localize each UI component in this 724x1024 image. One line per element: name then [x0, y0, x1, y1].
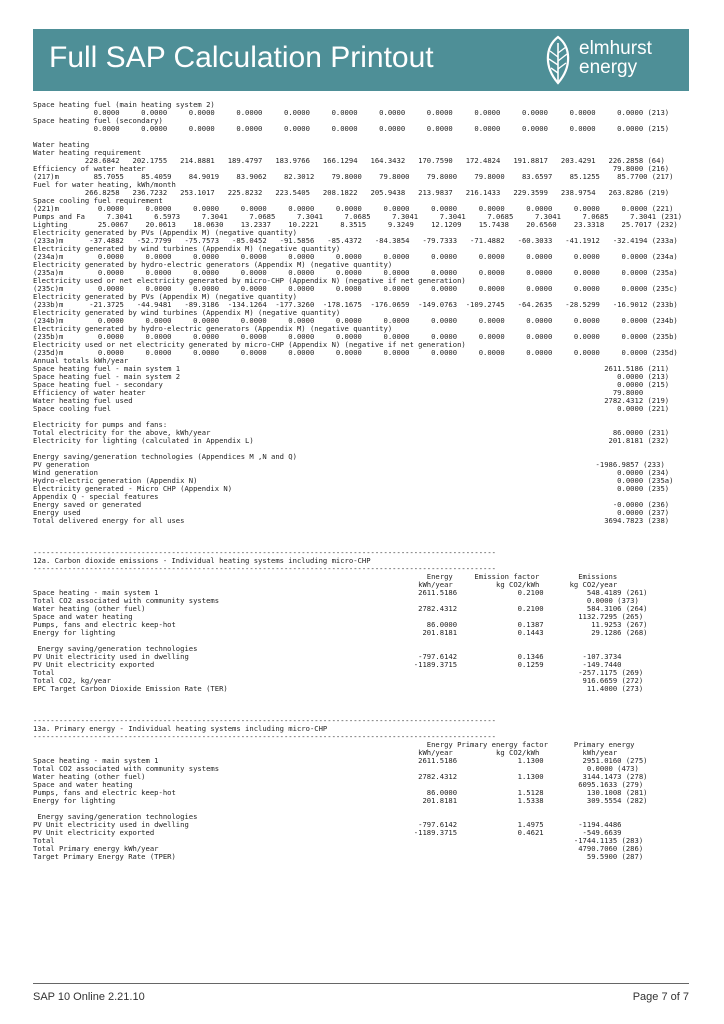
printout-line-text: Energy saving/generation technologies [33, 812, 198, 821]
printout-line-text: Fuel for water heating, kWh/month [33, 180, 176, 189]
footer-page-number: Page 7 of 7 [632, 991, 689, 1003]
printout-line-text: Appendix Q - special features [33, 492, 159, 501]
printout-line-text: (233b)m -21.3725 -44.9481 -89.3186 -134.1264 -177.3260 -178.1675 -176.0659 -149.0763 -109.2745 -64.2635 -28.5299 -16.9012 (233b) [33, 300, 678, 309]
leaf-logo-icon [541, 35, 575, 85]
printout-line-text: Energy for lighting 201.8181 0.1443 29.1286 (268) [33, 628, 648, 637]
printout-line-text: (235a)m 0.0000 0.0000 0.0000 0.0000 0.0000 0.0000 0.0000 0.0000 0.0000 0.0000 0.0000 0.0000 (235a) [33, 268, 678, 277]
printout-line-text: ----------------------------------------------------------------------------------------------------------- [33, 732, 497, 741]
printout-line-text: EPC Target Carbon Dioxide Emission Rate (TER) 11.4000 (273) [33, 684, 644, 693]
printout-line-text: ----------------------------------------------------------------------------------------------------------- [33, 548, 497, 557]
printout-line-text: Water heating (other fuel) 2782.4312 0.2100 584.3106 (264) [33, 604, 648, 613]
printout-line-text: Pumps, fans and electric keep-hot 86.0000 0.1387 11.9253 (267) [33, 620, 648, 629]
printout-line-text: (221)m 0.0000 0.0000 0.0000 0.0000 0.0000 0.0000 0.0000 0.0000 0.0000 0.0000 0.0000 0.0000 (221) [33, 204, 674, 213]
printout-line-text: Water heating requirement [33, 148, 142, 157]
printout-line [33, 533, 689, 541]
printout-line-text: (235c)m 0.0000 0.0000 0.0000 0.0000 0.0000 0.0000 0.0000 0.0000 0.0000 0.0000 0.0000 0.0000 (235c) [33, 284, 678, 293]
printout-line-text: Electricity generated by PVs (Appendix M) (negative quantity) [33, 292, 297, 301]
printout-line-text: Electricity generated by PVs (Appendix M) (negative quantity) [33, 228, 297, 237]
printout-line-text: Water heating [33, 140, 90, 149]
printout-line-text: Efficiency of water heater 79.8000 (216) [33, 164, 670, 173]
printout-line-text: (235b)m 0.0000 0.0000 0.0000 0.0000 0.0000 0.0000 0.0000 0.0000 0.0000 0.0000 0.0000 0.0000 (235b) [33, 332, 678, 341]
printout-line [33, 525, 689, 533]
printout-line-text: 13a. Primary energy - Individual heating systems including micro-CHP [33, 724, 328, 733]
brand-line-2: energy [579, 57, 638, 78]
printout-line-text: Space heating - main system 1 2611.5186 0.2100 548.4189 (261) [33, 588, 648, 597]
printout-line-text: Annual totals kWh/year [33, 356, 129, 365]
printout-line [33, 133, 689, 141]
printout-line-text: kWh/year kg CO2/kWh kg CO2/year [33, 580, 618, 589]
printout-line-text: Electricity generated by wind turbines (Appendix M) (negative quantity) [33, 244, 341, 253]
printout-line-text: Electricity generated by hydro-electric generators (Appendix M) (negative quantity) [33, 260, 393, 269]
printout-line-text: Lighting 25.0067 20.0613 18.0630 13.2337 10.2221 8.3515 9.3249 12.1209 15.7438 20.6560 23.3318 25.7017 (232) [33, 220, 678, 229]
printout-line-text: kWh/year kg CO2/kWh kWh/year [33, 748, 618, 757]
printout-line-text: Pumps and Fa 7.3041 6.5973 7.3041 7.0685 7.3041 7.0685 7.3041 7.3041 7.0685 7.3041 7.0685 7.3041 (231) [33, 212, 683, 221]
printout-line-text: Water heating fuel used 2782.4312 (219) [33, 396, 670, 405]
printout-line-text: Electricity generated - Micro CHP (Appendix N) 0.0000 (235) [33, 484, 670, 493]
printout-line-text: (235d)m 0.0000 0.0000 0.0000 0.0000 0.0000 0.0000 0.0000 0.0000 0.0000 0.0000 0.0000 0.0000 (235d) [33, 348, 678, 357]
printout-line-text: Space heating fuel (main heating system 2) [33, 100, 215, 109]
printout-line-text: Space cooling fuel 0.0000 (221) [33, 404, 670, 413]
printout-line-text: Space and water heating 6095.1633 (279) [33, 780, 644, 789]
printout-line-text: Total delivered energy for all uses 3694.7823 (238) [33, 516, 670, 525]
printout-line-text: Space heating fuel - secondary 0.0000 (215) [33, 380, 670, 389]
printout-line-text: Energy for lighting 201.8181 1.5338 309.5554 (282) [33, 796, 648, 805]
printout-line-text: PV Unit electricity used in dwelling -797.6142 1.4975 -1194.4486 [33, 820, 622, 829]
header-banner [33, 29, 689, 91]
printout-line-text: Total CO2, kg/year 916.6659 (272) [33, 676, 644, 685]
printout-line-text: 266.8258 236.7232 253.1017 225.8232 223.5405 208.1822 205.9438 213.9837 216.1433 229.3599 238.9754 263.8286 (219) [33, 188, 670, 197]
printout-line-text: Hydro-electric generation (Appendix N) 0.0000 (235a) [33, 476, 674, 485]
printout-line-text: Water heating (other fuel) 2782.4312 1.1300 3144.1473 (278) [33, 772, 648, 781]
printout-line-text: Electricity generated by wind turbines (Appendix M) (negative quantity) [33, 308, 341, 317]
printout-line-text: Total CO2 associated with community systems 0.0000 (373) [33, 596, 639, 605]
printout-line-text: Energy saved or generated -0.0000 (236) [33, 500, 670, 509]
printout-line-text: Electricity for lighting (calculated in Appendix L) 201.8181 (232) [33, 436, 670, 445]
printout-line-text: PV Unit electricity exported -1189.3715 0.1259 -149.7440 [33, 660, 622, 669]
footer-divider [33, 983, 689, 984]
printout-line-text: Electricity used or net electricity generated by micro-CHP (Appendix N) (negative if net generation) [33, 276, 466, 285]
printout-line-text: 228.6842 202.1755 214.8881 189.4797 183.9766 166.1294 164.3432 170.7590 172.4824 191.8817 203.4291 226.2858 (64) [33, 156, 665, 165]
printout-line-text: Electricity used or net electricity generated by micro-CHP (Appendix N) (negative if net generation) [33, 340, 466, 349]
printout-line [33, 797, 689, 805]
footer-software-version: SAP 10 Online 2.21.10 [33, 991, 145, 1003]
printout-line-text: Electricity for pumps and fans: [33, 420, 168, 429]
printout-line-text: Electricity generated by hydro-electric generators (Appendix M) (negative quantity) [33, 324, 393, 333]
printout-line-text: Space heating fuel (secondary) [33, 116, 163, 125]
printout-line-text: Total CO2 associated with community systems 0.0000 (473) [33, 764, 639, 773]
printout-line-text: 12a. Carbon dioxide emissions - Individual heating systems including micro-CHP [33, 556, 371, 565]
printout-line [33, 517, 689, 525]
printout-line-text: ----------------------------------------------------------------------------------------------------------- [33, 564, 497, 573]
printout-line-text: Energy saving/generation technologies (Appendices M ,N and Q) [33, 452, 297, 461]
printout-line-text: PV Unit electricity exported -1189.3715 0.4621 -549.6639 [33, 828, 622, 837]
printout-line-text: ----------------------------------------------------------------------------------------------------------- [33, 716, 497, 725]
printout-line-text: Energy Primary energy factor Primary energy [33, 740, 635, 749]
printout-line [33, 693, 689, 701]
printout-line-text: Space heating fuel - main system 1 2611.5186 (211) [33, 364, 670, 373]
printout-line-text: (234a)m 0.0000 0.0000 0.0000 0.0000 0.0000 0.0000 0.0000 0.0000 0.0000 0.0000 0.0000 0.0000 (234a) [33, 252, 678, 261]
printout-line-text: 0.0000 0.0000 0.0000 0.0000 0.0000 0.0000 0.0000 0.0000 0.0000 0.0000 0.0000 0.0000 (215) [33, 124, 670, 133]
brand-name [579, 39, 652, 77]
printout-line-text: Energy Emission factor Emissions [33, 572, 618, 581]
printout-line-text: Space heating - main system 1 2611.5186 1.1300 2951.0160 (275) [33, 756, 648, 765]
calculation-printout [33, 101, 689, 861]
printout-line [33, 701, 689, 709]
printout-line-text: Wind generation 0.0000 (234) [33, 468, 670, 477]
printout-line-text: (217)m 85.7055 85.4059 84.9019 83.9062 82.3012 79.8000 79.8000 79.8000 79.8000 83.6597 85.1255 85.7700 (217) [33, 172, 674, 181]
printout-line-text: Space cooling fuel requirement [33, 196, 163, 205]
printout-line-text: Space heating fuel - main system 2 0.0000 (213) [33, 372, 670, 381]
printout-line-text: (234b)m 0.0000 0.0000 0.0000 0.0000 0.0000 0.0000 0.0000 0.0000 0.0000 0.0000 0.0000 0.0000 (234b) [33, 316, 678, 325]
page-title: Full SAP Calculation Printout [49, 41, 434, 74]
brand-line-1: elmhurst [579, 38, 652, 59]
printout-line-text: PV generation -1986.9857 (233) [33, 460, 665, 469]
brand-logo [541, 35, 686, 85]
printout-line-text: (233a)m -37.4882 -52.7799 -75.7573 -85.0452 -91.5856 -85.4372 -84.3854 -79.7333 -71.4882 -60.3033 -41.1912 -32.4194 (233a) [33, 236, 678, 245]
printout-line-text: Target Primary Energy Rate (TPER) 59.5900 (287) [33, 852, 644, 861]
printout-line [33, 405, 689, 413]
printout-line-text: Total -1744.1135 (283) [33, 836, 644, 845]
printout-line [33, 349, 689, 357]
printout-line-text: Energy saving/generation technologies [33, 644, 198, 653]
printout-line-text: Total electricity for the above, kWh/year 86.0000 (231) [33, 428, 670, 437]
printout-line-text: Efficiency of water heater 79.8000 [33, 388, 644, 397]
printout-line [33, 437, 689, 445]
printout-line-text: Total Primary energy kWh/year 4790.7060 (286) [33, 844, 644, 853]
printout-line-text: Total -257.1175 (269) [33, 668, 644, 677]
printout-line [33, 685, 689, 693]
printout-line-text: Space and water heating 1132.7295 (265) [33, 612, 644, 621]
printout-line-text: PV Unit electricity used in dwelling -797.6142 0.1346 -107.3734 [33, 652, 622, 661]
printout-line [33, 629, 689, 637]
printout-line-text: Energy used 0.0000 (237) [33, 508, 670, 517]
printout-line-text: Pumps, fans and electric keep-hot 86.0000 1.5128 130.1008 (281) [33, 788, 648, 797]
printout-line-text: 0.0000 0.0000 0.0000 0.0000 0.0000 0.0000 0.0000 0.0000 0.0000 0.0000 0.0000 0.0000 (213) [33, 108, 670, 117]
printout-line [33, 853, 689, 861]
printout-line [33, 125, 689, 133]
